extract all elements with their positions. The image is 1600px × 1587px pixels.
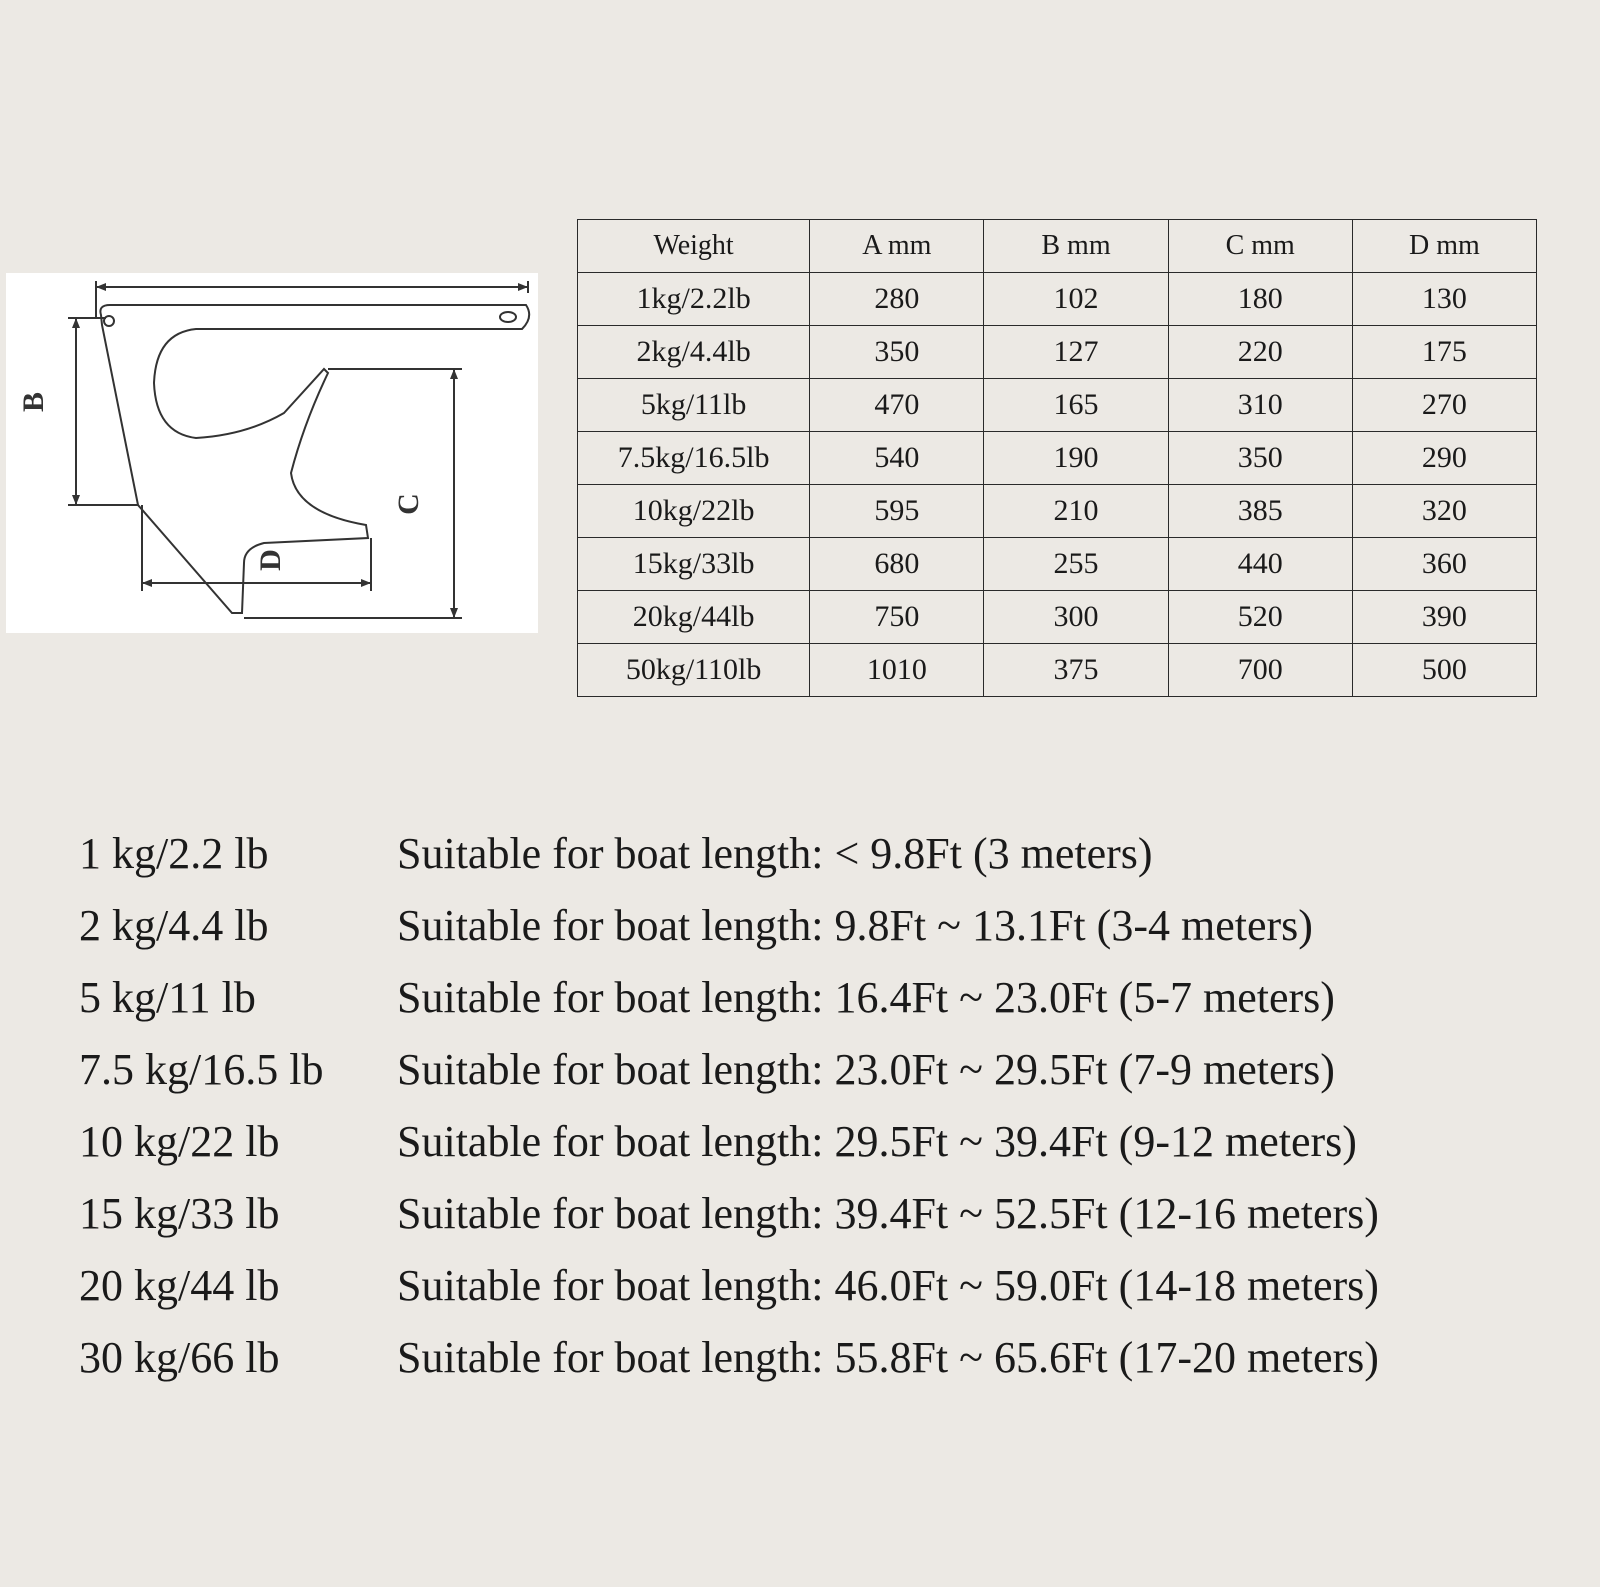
header-d-mm: D mm <box>1352 220 1536 273</box>
cell-b: 210 <box>984 485 1168 538</box>
header-weight: Weight <box>578 220 810 273</box>
table-row <box>578 644 1537 697</box>
cell-c: 350 <box>1168 432 1352 485</box>
suitability-description: Suitable for boat length: 29.5Ft ~ 39.4Ft (9-12 meters) <box>397 1117 1357 1166</box>
list-item <box>79 1250 1379 1322</box>
suitability-list <box>79 818 1379 1394</box>
cell-a: 750 <box>810 591 984 644</box>
cell-a: 280 <box>810 273 984 326</box>
spec-table <box>577 219 1537 697</box>
cell-weight: 50kg/110lb <box>578 644 810 697</box>
cell-weight: 20kg/44lb <box>578 591 810 644</box>
cell-b: 165 <box>984 379 1168 432</box>
arrow-c-bottom <box>450 608 458 618</box>
cell-c: 385 <box>1168 485 1352 538</box>
cell-b: 190 <box>984 432 1168 485</box>
suitability-description: Suitable for boat length: 23.0Ft ~ 29.5Ft (7-9 meters) <box>397 1045 1335 1094</box>
table-row <box>578 538 1537 591</box>
suitability-description: Suitable for boat length: 39.4Ft ~ 52.5Ft (12-16 meters) <box>397 1189 1379 1238</box>
anchor-diagram <box>6 273 538 633</box>
list-item <box>79 1322 1379 1394</box>
cell-a: 1010 <box>810 644 984 697</box>
cell-weight: 7.5kg/16.5lb <box>578 432 810 485</box>
arrow-a-left <box>96 283 106 291</box>
cell-b: 127 <box>984 326 1168 379</box>
cell-d: 270 <box>1352 379 1536 432</box>
table-row <box>578 326 1537 379</box>
suitability-weight: 2 kg/4.4 lb <box>79 901 269 950</box>
header-b-mm: B mm <box>984 220 1168 273</box>
table-row <box>578 273 1537 326</box>
cell-b: 255 <box>984 538 1168 591</box>
dimension-d-label: D <box>253 549 287 571</box>
cell-b: 375 <box>984 644 1168 697</box>
list-item <box>79 1178 1379 1250</box>
cell-c: 180 <box>1168 273 1352 326</box>
cell-a: 595 <box>810 485 984 538</box>
arrow-d-left <box>142 579 152 587</box>
cell-a: 680 <box>810 538 984 591</box>
header-c-mm: C mm <box>1168 220 1352 273</box>
list-item <box>79 890 1379 962</box>
cell-c: 520 <box>1168 591 1352 644</box>
table-row <box>578 485 1537 538</box>
list-item <box>79 1106 1379 1178</box>
list-item <box>79 962 1379 1034</box>
cell-weight: 5kg/11lb <box>578 379 810 432</box>
suitability-description: Suitable for boat length: 9.8Ft ~ 13.1Ft (3-4 meters) <box>397 901 1313 950</box>
table-row <box>578 591 1537 644</box>
cell-weight: 15kg/33lb <box>578 538 810 591</box>
suitability-description: Suitable for boat length: 55.8Ft ~ 65.6Ft (17-20 meters) <box>397 1333 1379 1382</box>
cell-c: 440 <box>1168 538 1352 591</box>
cell-d: 175 <box>1352 326 1536 379</box>
suitability-weight: 5 kg/11 lb <box>79 973 256 1022</box>
list-item <box>79 818 1379 890</box>
cell-a: 470 <box>810 379 984 432</box>
arrow-a-right <box>518 283 528 291</box>
cell-d: 130 <box>1352 273 1536 326</box>
suitability-weight: 15 kg/33 lb <box>79 1189 280 1238</box>
cell-c: 310 <box>1168 379 1352 432</box>
table-header-row <box>578 220 1537 273</box>
arrow-b-top <box>72 318 80 328</box>
dimension-b-label: B <box>17 391 51 413</box>
cell-d: 360 <box>1352 538 1536 591</box>
slot-hole <box>500 312 516 322</box>
cell-weight: 10kg/22lb <box>578 485 810 538</box>
anchor-outline <box>6 273 538 633</box>
suitability-description: Suitable for boat length: < 9.8Ft (3 meters) <box>397 829 1153 878</box>
cell-weight: 2kg/4.4lb <box>578 326 810 379</box>
header-a-mm: A mm <box>810 220 984 273</box>
suitability-weight: 1 kg/2.2 lb <box>79 829 269 878</box>
suitability-description: Suitable for boat length: 16.4Ft ~ 23.0Ft (5-7 meters) <box>397 973 1335 1022</box>
table-row <box>578 379 1537 432</box>
cell-a: 350 <box>810 326 984 379</box>
arrow-b-bottom <box>72 495 80 505</box>
cell-b: 102 <box>984 273 1168 326</box>
cell-d: 290 <box>1352 432 1536 485</box>
dimension-c-label: C <box>391 493 425 515</box>
arrow-d-right <box>361 579 371 587</box>
arrow-c-top <box>450 369 458 379</box>
cell-b: 300 <box>984 591 1168 644</box>
suitability-weight: 10 kg/22 lb <box>79 1117 280 1166</box>
anchor-body-outline <box>100 305 529 613</box>
cell-weight: 1kg/2.2lb <box>578 273 810 326</box>
cell-d: 500 <box>1352 644 1536 697</box>
cell-c: 220 <box>1168 326 1352 379</box>
suitability-weight: 7.5 kg/16.5 lb <box>79 1045 324 1094</box>
table-row <box>578 432 1537 485</box>
suitability-description: Suitable for boat length: 46.0Ft ~ 59.0Ft (14-18 meters) <box>397 1261 1379 1310</box>
suitability-weight: 20 kg/44 lb <box>79 1261 280 1310</box>
cell-c: 700 <box>1168 644 1352 697</box>
cell-d: 390 <box>1352 591 1536 644</box>
cell-a: 540 <box>810 432 984 485</box>
suitability-weight: 30 kg/66 lb <box>79 1333 280 1382</box>
list-item <box>79 1034 1379 1106</box>
cell-d: 320 <box>1352 485 1536 538</box>
